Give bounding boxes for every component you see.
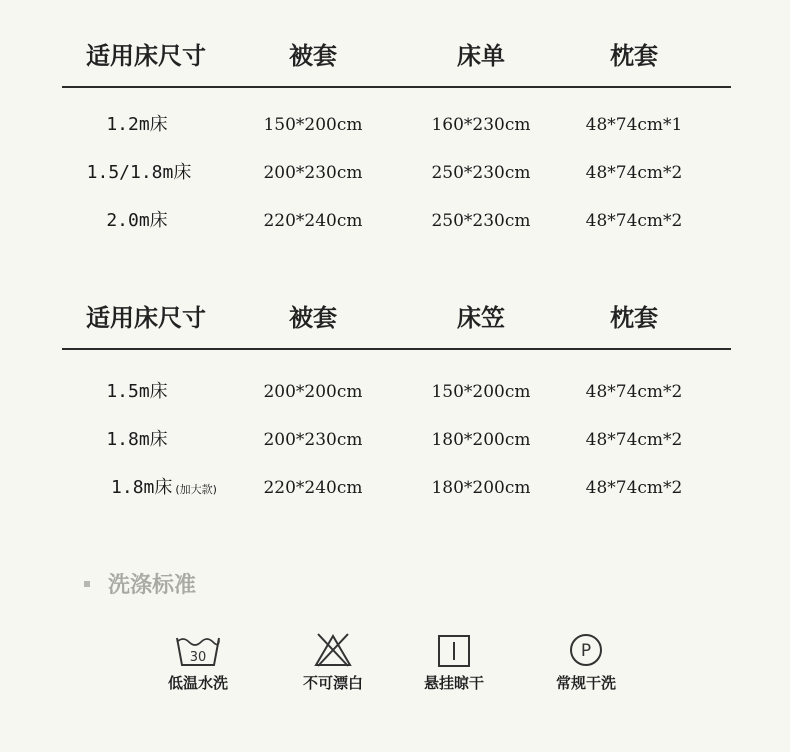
size-table-duvet-fitted-sheet [62,290,731,512]
cell-duvet: 200*200cm [263,382,363,402]
cell-pillow: 48*74cm*2 [585,478,683,498]
care-item-dry-clean [531,630,641,693]
care-label: 低温水洗 [167,674,228,692]
cell-duvet: 200*230cm [263,163,363,183]
hang-dry-icon [399,630,509,668]
cell-fitted-sheet: 150*200cm [431,382,531,402]
header-pillow: 枕套 [610,304,658,332]
cell-pillow: 48*74cm*2 [585,163,683,183]
no-bleach-icon [278,630,388,668]
table-row [62,464,731,512]
cell-sheet: 160*230cm [431,115,531,135]
size-table-duvet-sheet [62,28,731,245]
table-row [62,197,731,245]
cell-duvet: 150*200cm [263,115,363,135]
cell-bed-size: 1.8m床 [106,429,168,450]
cell-pillow: 48*74cm*2 [585,430,683,450]
header-duvet: 被套 [289,42,337,70]
cell-fitted-sheet: 180*200cm [431,478,531,498]
table-header [62,28,731,88]
care-title-text: 洗涤标准 [108,573,197,598]
cell-bed-size: 2.0m床 [106,210,168,231]
bed-size-text: 1.8m床 [111,477,173,498]
cell-bed-size: 1.2m床 [106,114,168,135]
cell-pillow: 48*74cm*2 [585,382,683,402]
cell-duvet: 220*240cm [263,478,363,498]
dry-clean-icon [531,630,641,668]
table-row [62,101,731,149]
size-note: (加大款) [175,483,217,496]
care-section-title [84,566,196,606]
cell-duvet: 200*230cm [263,430,363,450]
header-sheet: 床单 [457,42,505,70]
header-duvet: 被套 [289,304,337,332]
header-bed-size: 适用床尺寸 [86,42,206,70]
wash-30-icon [143,630,253,668]
wash-temp: 30 [189,650,207,665]
care-label: 不可漂白 [302,674,363,692]
dry-clean-letter: P [580,641,592,661]
table-row [62,416,731,464]
care-label: 常规干洗 [555,674,616,692]
cell-bed-size: 1.5m床 [106,381,168,402]
cell-bed-size: 1.5/1.8m床 [86,162,192,183]
table-row [62,368,731,416]
header-pillow: 枕套 [610,42,658,70]
care-item-no-bleach [278,630,388,693]
cell-sheet: 250*230cm [431,163,531,183]
cell-pillow: 48*74cm*1 [585,115,683,135]
care-label: 悬挂晾干 [423,674,484,692]
care-item-hang-dry [399,630,509,693]
header-bed-size: 适用床尺寸 [86,304,206,332]
cell-sheet: 250*230cm [431,211,531,231]
cell-pillow: 48*74cm*2 [585,211,683,231]
table-row [62,149,731,197]
care-item-wash [143,630,253,693]
table-header [62,290,731,350]
cell-duvet: 220*240cm [263,211,363,231]
cell-bed-size [111,464,217,512]
bullet-icon [84,581,90,587]
header-fitted-sheet: 床笠 [457,304,505,332]
cell-fitted-sheet: 180*200cm [431,430,531,450]
